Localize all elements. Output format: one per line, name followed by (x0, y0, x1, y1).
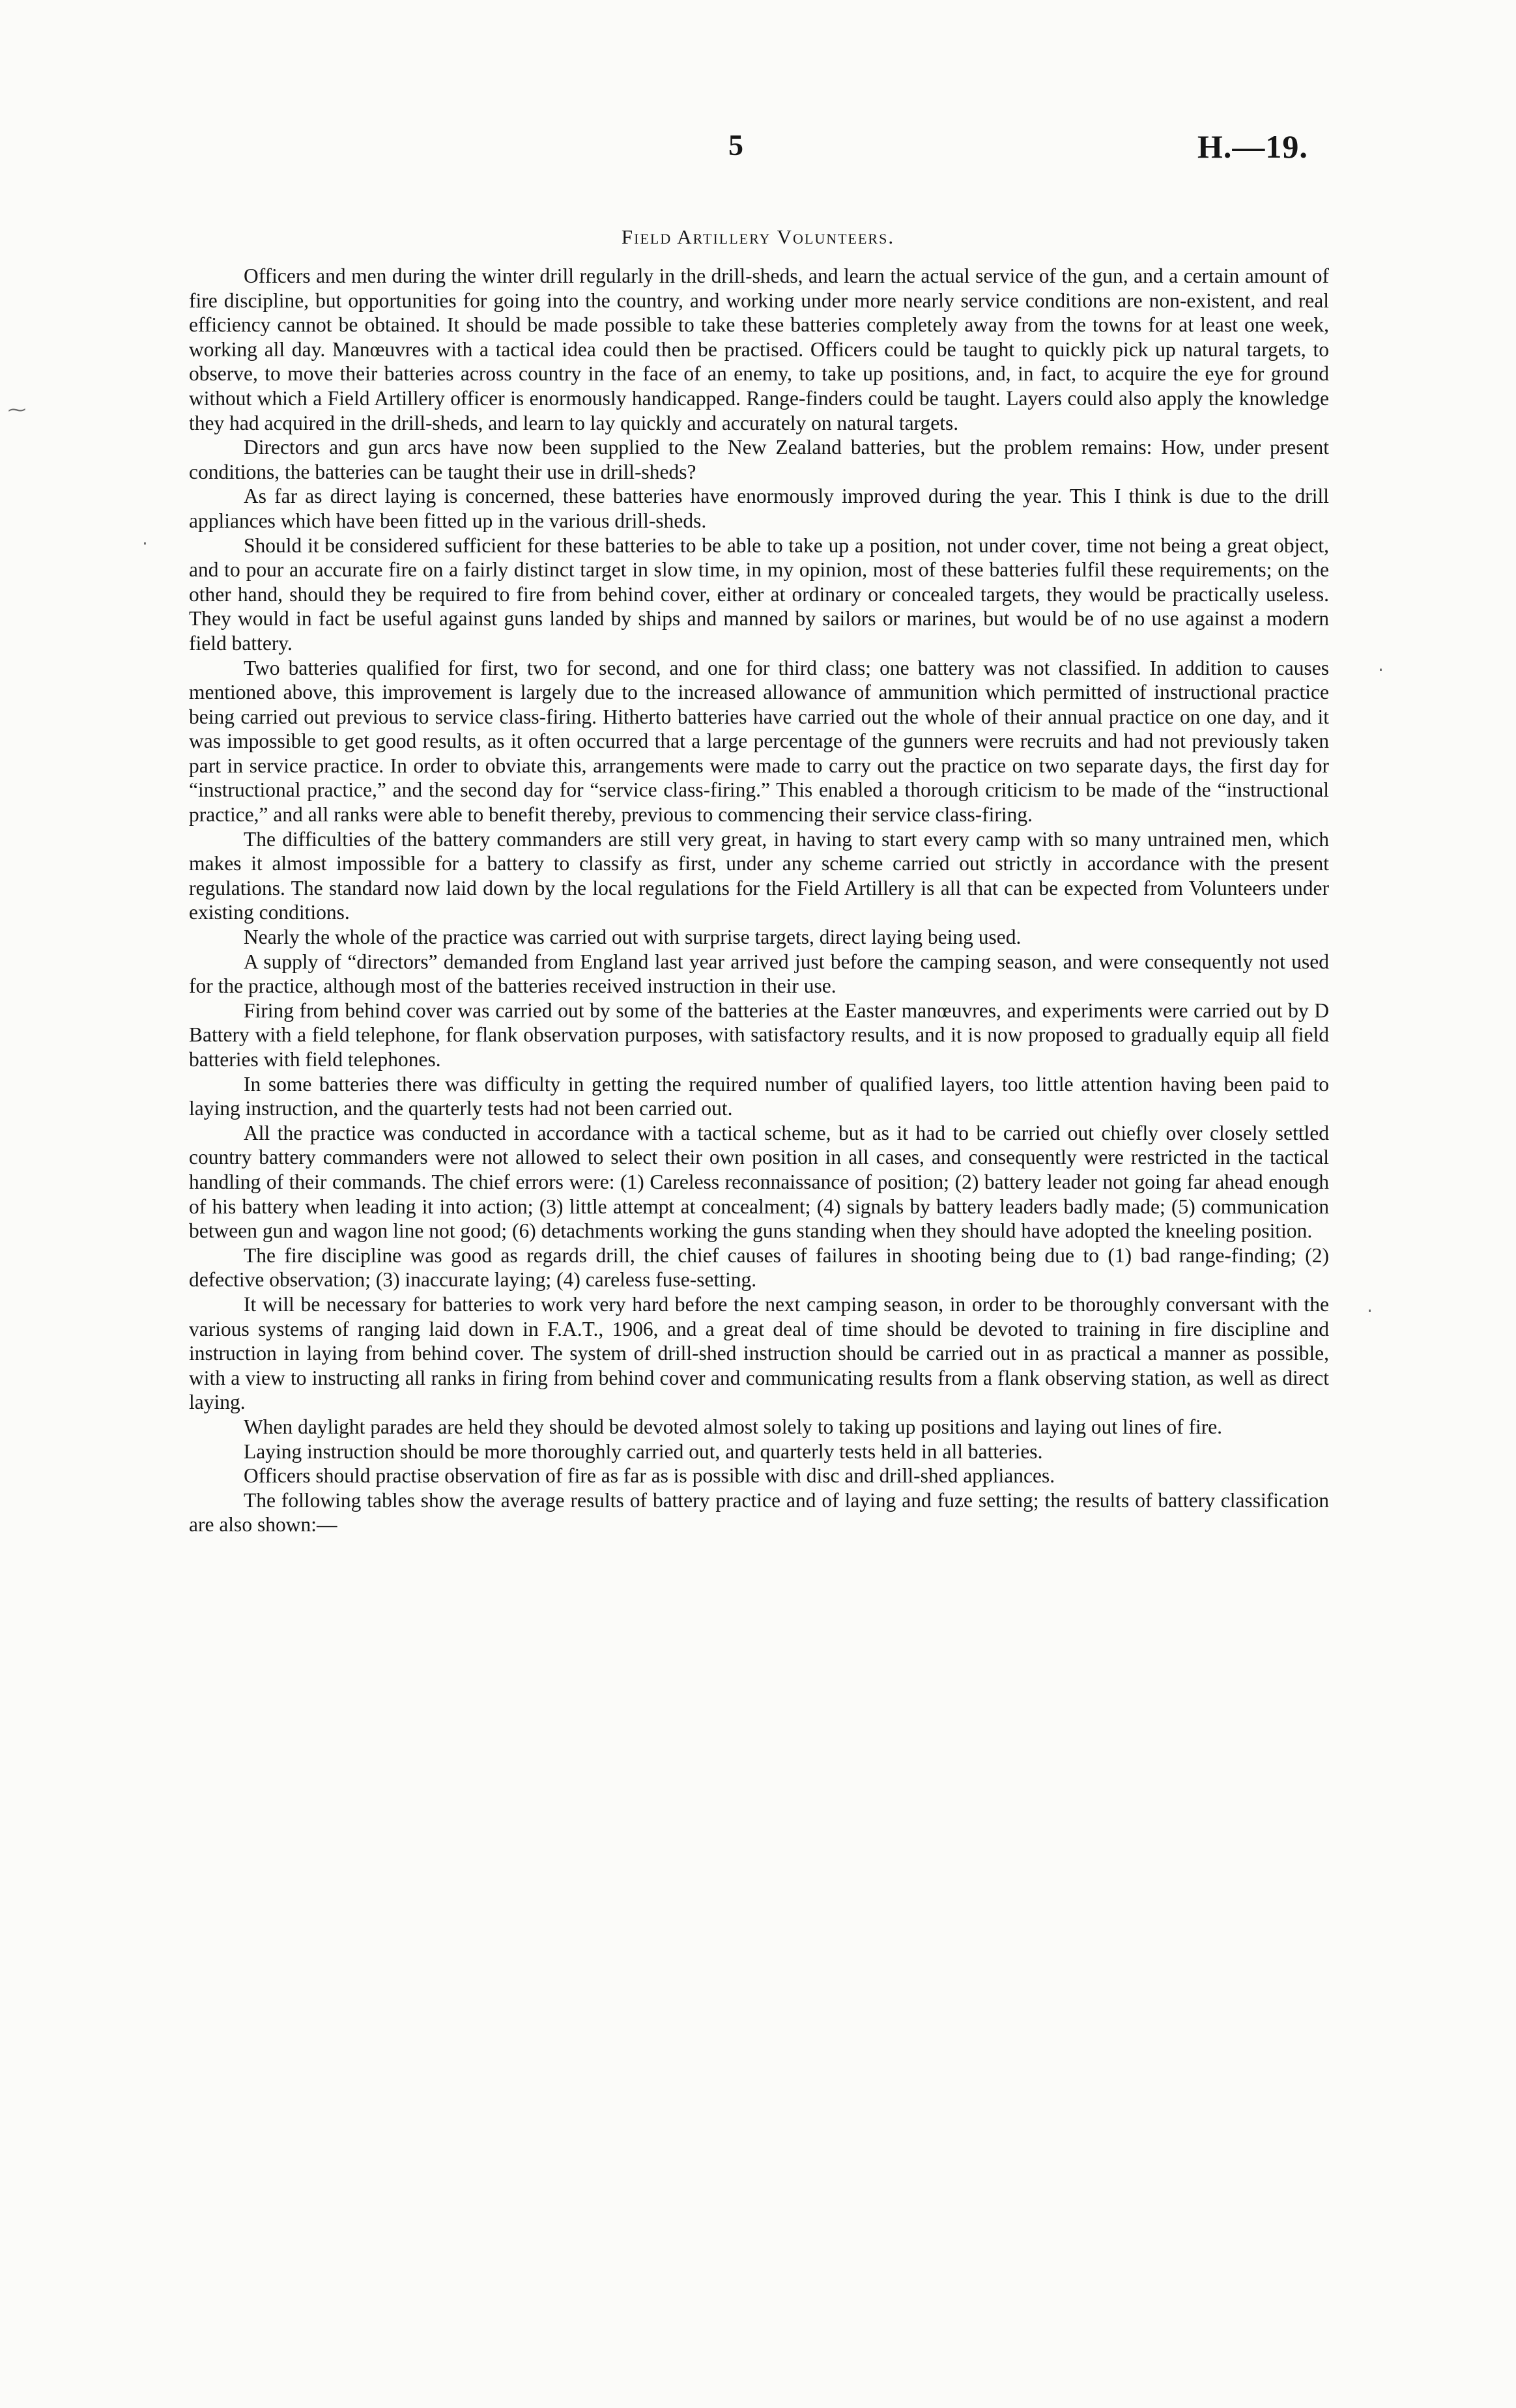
paragraph-9: Firing from behind cover was carried out by some of the batteries at the Easter manœuvres, and experiments were carried out by D Battery with a field telephone, for flank observation purposes, with satisfactory results, and it is now proposed to gradually equip all field batteries with field telephones. (189, 999, 1329, 1071)
paragraph-4: Should it be considered sufficient for these batteries to be able to take up a position, not under cover, time not being a great object, and to pour an accurate fire on a fairly distinct target in slow time, in my opinion, most of these batteries fulfil these requirements; on the other hand, should they be required to fire from behind cover, either at ordinary or concealed targets, they would be practically useless. They would in fact be useful against guns landed by ships and manned by sailors or marines, but would be of no use against a modern field battery. (189, 533, 1329, 655)
margin-scan-mark: · (1367, 1300, 1373, 1322)
paragraph-3: As far as direct laying is concerned, these batteries have enormously improved during the year. This I think is due to the drill appliances which have been fitted up in the various drill-sheds. (189, 485, 1329, 532)
paragraph-10: In some batteries there was difficulty in getting the required number of qualified layers, too little attention having been paid to laying instruction, and the quarterly tests had not been carried out. (189, 1072, 1329, 1120)
body-text (189, 264, 1329, 1537)
paragraph-12: The fire discipline was good as regards drill, the chief causes of failures in shooting being due to (1) bad range-finding; (2) defective observation; (3) inaccurate laying; (4) careless fuse-setting. (189, 1243, 1329, 1292)
paragraph-8: A supply of “directors” demanded from England last year arrived just before the camping season, and were consequently not used for the practice, although most of the batteries received instruction in their use. (189, 950, 1329, 998)
page-number: 5 (728, 128, 743, 162)
paragraph-17: The following tables show the average results of battery practice and of laying and fuze setting; the results of battery classification are also shown:— (189, 1488, 1329, 1537)
paragraph-1: Officers and men during the winter drill regularly in the drill-sheds, and learn the actual service of the gun, and a certain amount of fire discipline, but opportunities for going into the country, and working under more nearly service conditions are non-existent, and real efficiency cannot be obtained. It should be made possible to take these batteries completely away from the towns for at least one week, working all day. Manœuvres with a tactical idea could then be practised. Officers could be taught to quickly pick up natural targets, to observe, to move their batteries across country in the face of an enemy, to take up positions, and, in fact, to acquire the eye for ground without which a Field Artillery officer is enormously handicapped. Range-finders could be taught. Layers could also apply the knowledge they had acquired in the drill-sheds, and learn to lay quickly and accurately on natural targets. (189, 264, 1329, 434)
paragraph-15: Laying instruction should be more thoroughly carried out, and quarterly tests held in all batteries. (244, 1439, 1043, 1463)
paragraph-6: The difficulties of the battery commanders are still very great, in having to start every camp with so many untrained men, which makes it almost impossible for a battery to classify as first, under any scheme carried out strictly in accordance with the present regulations. The standard now laid down by the local regulations for the Field Artillery is all that can be expected from Volunteers under existing conditions. (189, 827, 1329, 924)
paragraph-5: Two batteries qualified for first, two for second, and one for third class; one battery was not classified. In addition to causes mentioned above, this improvement is largely due to the increased allowance of ammunition which permitted of instructional practice being carried out previous to service class-firing. Hitherto batteries have carried out the whole of their annual practice on one day, and it was impossible to get good results, as it often occurred that a large percentage of the gunners were recruits and had not previously taken part in service practice. In order to obviate this, arrangements were made to carry out the practice on two separate days, the first day for “instructional practice,” and the second day for “service class-firing.” This enabled a thorough criticism to be made of the “instructional practice,” and all ranks were able to benefit thereby, previous to commencing their service class-firing. (189, 656, 1329, 827)
document-reference: H.—19. (1197, 128, 1308, 165)
margin-scan-mark: ⁓ (8, 399, 26, 420)
margin-scan-mark: · (142, 533, 148, 554)
margin-scan-mark: · (1378, 659, 1384, 681)
paragraph-16: Officers should practise observation of fire as far as is possible with disc and drill-shed appliances. (244, 1464, 1055, 1488)
paragraph-14: When daylight parades are held they should be devoted almost solely to taking up positions and laying out lines of fire. (244, 1415, 1223, 1438)
paragraph-2: Directors and gun arcs have now been supplied to the New Zealand batteries, but the problem remains: How, under present conditions, the batteries can be taught their use in drill-sheds? (189, 436, 1329, 483)
paragraph-7: Nearly the whole of the practice was carried out with surprise targets, direct laying being used. (244, 926, 1022, 949)
paragraph-13: It will be necessary for batteries to work very hard before the next camping season, in order to be thoroughly conversant with the various systems of ranging laid down in F.A.T., 1906, and a great deal of time should be devoted to training in fire discipline and instruction in laying from behind cover. The system of drill-shed instruction should be carried out in as practical a manner as possible, with a view to instructing all ranks in firing from behind cover and communicating results from a flank observing station, as well as direct laying. (189, 1292, 1329, 1414)
paragraph-11: All the practice was conducted in accordance with a tactical scheme, but as it had to be carried out chiefly over closely settled country battery commanders were not allowed to select their own position in all cases, and consequently were restricted in the tactical handling of their commands. The chief errors were: (1) Careless reconnaissance of position; (2) battery leader not going far ahead enough of his battery when leading it into action; (3) little attempt at concealment; (4) signals by battery leaders badly made; (5) communication between gun and wagon line not good; (6) detachments working the guns standing when they should have adopted the kneeling position. (189, 1121, 1329, 1243)
section-heading: Field Artillery Volunteers. (621, 225, 895, 248)
